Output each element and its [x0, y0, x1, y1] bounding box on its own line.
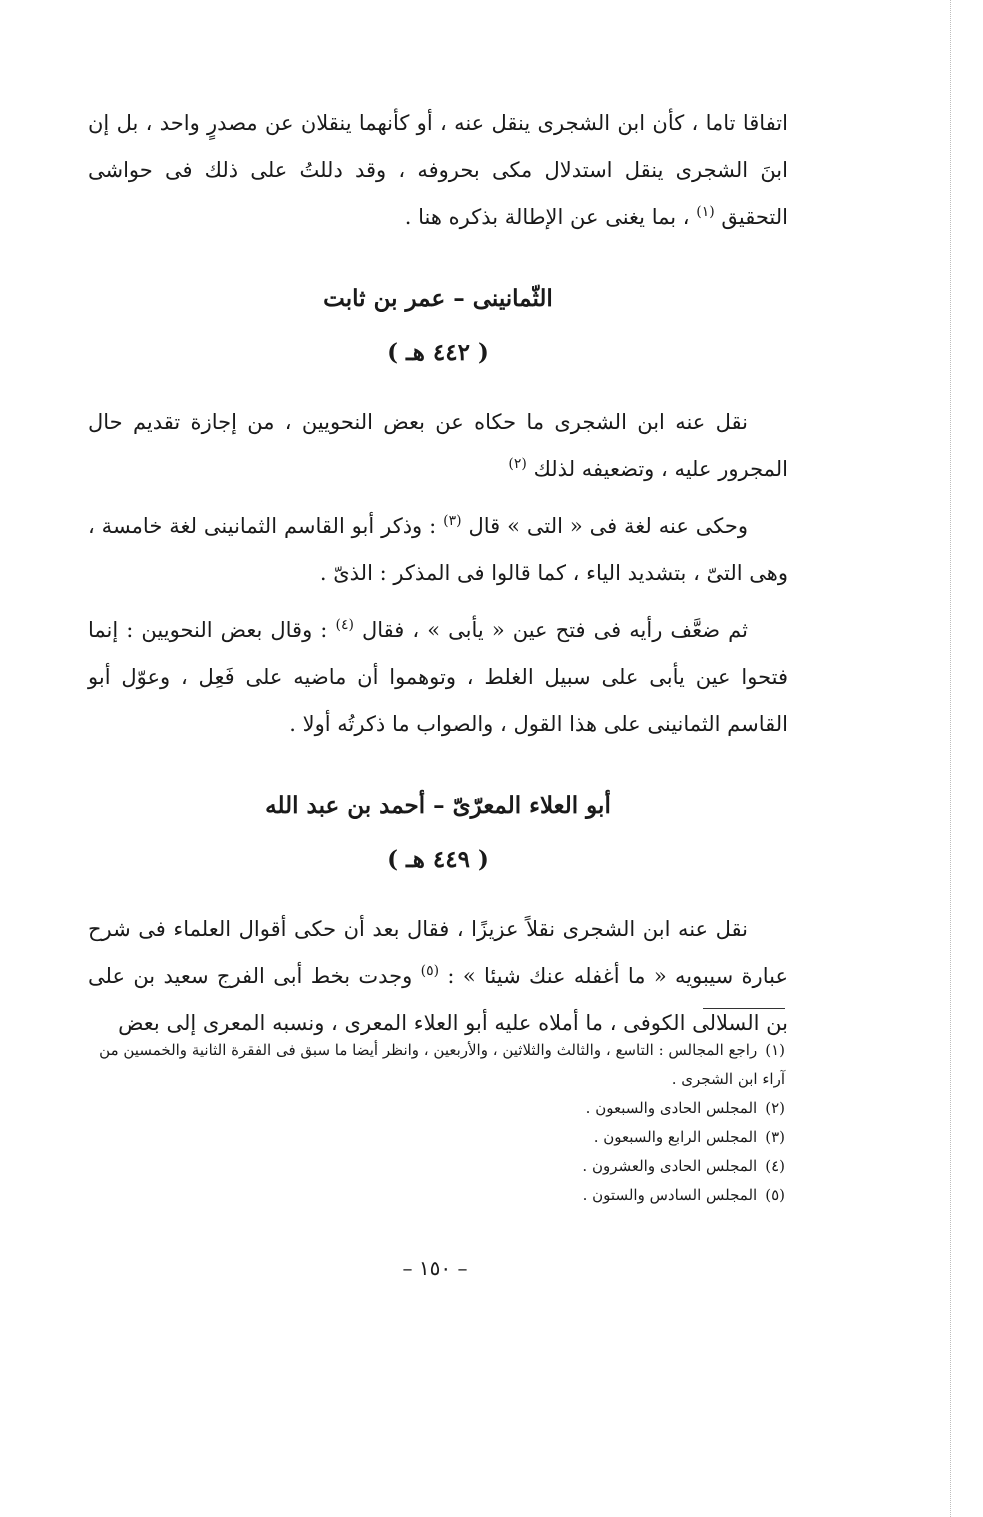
footnotes: [80, 1036, 785, 1210]
footnote-1: [80, 1036, 785, 1094]
section-title-maarri: أبو العلاء المعرّىّ – أحمد بن عبد الله: [265, 792, 611, 819]
footnote-separator: [703, 1008, 785, 1009]
intro-paragraph: [88, 100, 788, 241]
section-year-thamanini: ( ٤٤٢ هـ ): [387, 339, 489, 366]
paragraph-text: : وذكر أبو القاسم الثمانينى لغة خامسة ، وهى التىّ ، بتشديد الياء ، كما قالوا فى المذكر : الذىّ .: [88, 514, 788, 585]
paragraph-text: وجدت بخط أبى الفرج سعيد بن على بن السلالى الكوفى ، ما أملاه عليه أبو العلاء المعرى ، ونسبه المعرى إلى بعض: [88, 964, 788, 1035]
footnote-number: (٥): [765, 1186, 785, 1204]
main-text: [88, 100, 788, 1047]
footnote-number: (١): [765, 1041, 785, 1059]
intro-tail: ، بما يغنى عن الإطالة بذكره هنا .: [404, 205, 690, 229]
intro-text: اتفاقا تاما ، كأن ابن الشجرى ينقل عنه ، أو كأنهما ينقلان عن مصدرٍ واحد ، بل إن ابنَ الشجرى ينقل استدلال مكى بحروفه ، وقد دللتُ على ذلك فى حواشى التحقيق: [88, 111, 788, 229]
thamanini-paragraph-3: [88, 607, 788, 748]
footnote-text: المجلس الحادى والعشرون .: [582, 1157, 758, 1175]
footnote-ref-2[interactable]: (٢): [508, 456, 527, 472]
section-year-maarri: ( ٤٤٩ هـ ): [387, 846, 489, 873]
page-edge-divider: [950, 0, 953, 1517]
section-title-thamanini: الثّمانينى – عمر بن ثابت: [323, 285, 553, 312]
thamanini-paragraph-2: [88, 503, 788, 597]
footnote-number: (٤): [765, 1157, 785, 1175]
footnote-text: المجلس السادس والستون .: [582, 1186, 758, 1204]
footnote-text: المجلس الحادى والسبعون .: [585, 1099, 758, 1117]
footnote-number: (٢): [765, 1099, 785, 1117]
footnote-4: [80, 1152, 785, 1181]
paragraph-text: وحكى عنه لغة فى « التى » قال: [468, 514, 748, 538]
footnote-ref-1[interactable]: (١): [696, 204, 715, 220]
maarri-paragraph-1: [88, 906, 788, 1047]
paragraph-text: نقل عنه ابن الشجرى ما حكاه عن بعض النحويين ، من إجازة تقديم حال المجرور عليه ، وتضعيفه لذلك: [88, 410, 788, 481]
page-number: – ١٥٠ –: [402, 1256, 468, 1280]
footnote-5: [80, 1181, 785, 1210]
paragraph-text: نقل عنه ابن الشجرى نقلاً عزيزًا ، فقال بعد أن حكى أقوال العلماء فى شرح عبارة سيبويه « ما أغفله عنك شيئا » :: [88, 917, 788, 988]
footnote-text: راجع المجالس : التاسع ، والثالث والثلاثين ، والأربعين ، وانظر أيضا ما سبق فى الفقرة الثانية والخمسين من آراء ابن الشجرى .: [99, 1041, 785, 1088]
footnote-3: [80, 1123, 785, 1152]
footnote-ref-3[interactable]: (٣): [443, 513, 462, 529]
paragraph-text: : وقال بعض النحويين : إنما فتحوا عين يأبى على سبيل الغلط ، وتوهموا أن ماضيه على فَعِل ، وعوّل أبو القاسم الثمانينى على هذا القول ، والصواب ما ذكرتُه أولا .: [88, 618, 788, 736]
footnote-2: [80, 1094, 785, 1123]
footnote-ref-4[interactable]: (٤): [335, 617, 354, 633]
footnote-text: المجلس الرابع والسبعون .: [593, 1128, 758, 1146]
paragraph-text: ثم ضعَّف رأيه فى فتح عين « يأبى » ، فقال: [362, 618, 748, 642]
footnote-number: (٣): [765, 1128, 785, 1146]
footnote-ref-5[interactable]: (٥): [420, 963, 440, 979]
thamanini-paragraph-1: [88, 399, 788, 493]
